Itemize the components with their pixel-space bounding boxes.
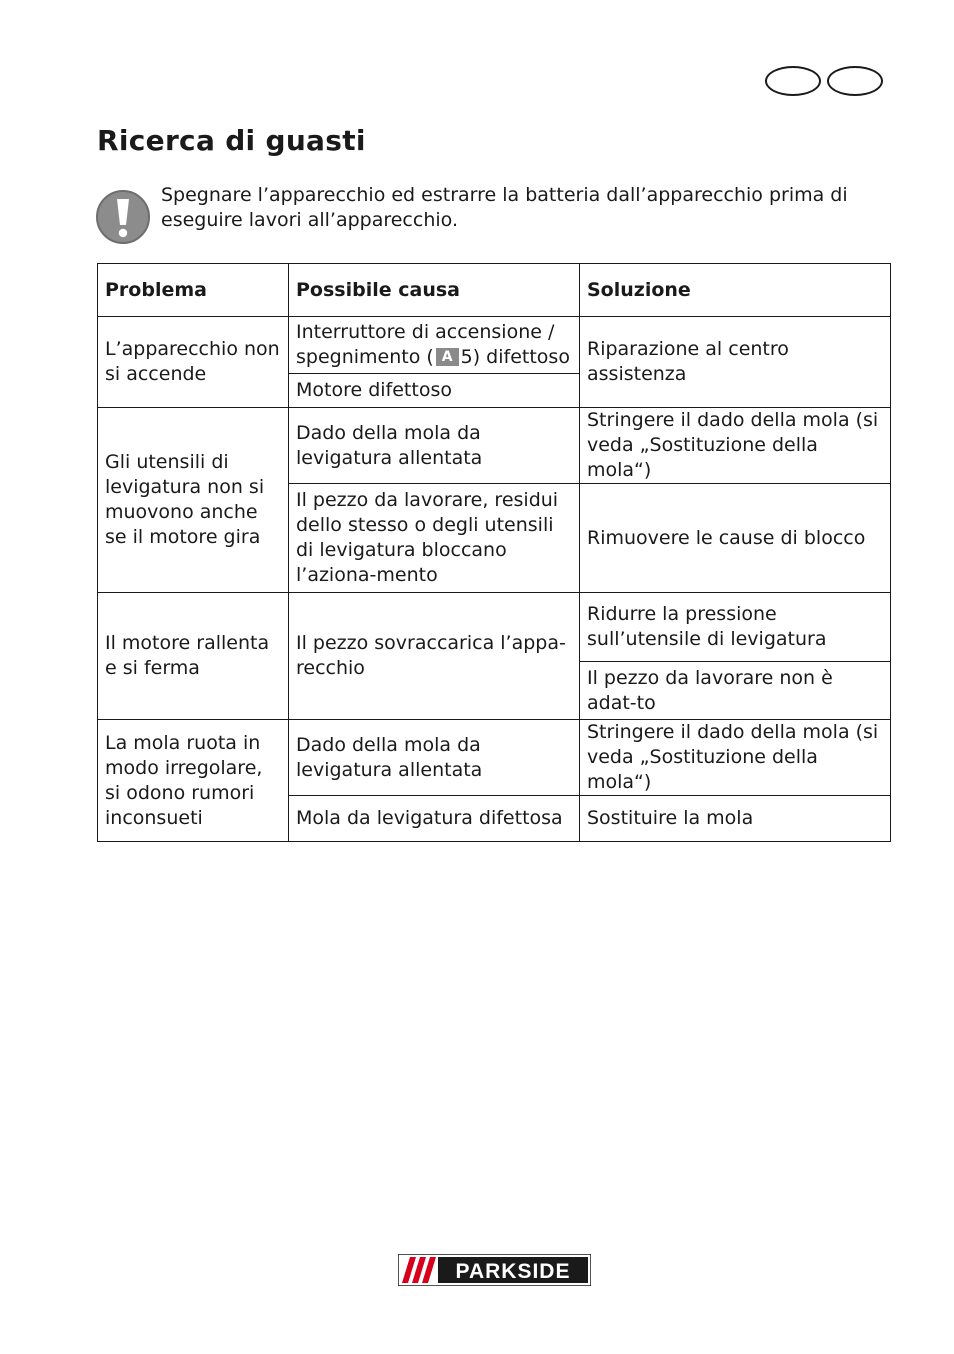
solution-cell: Il pezzo da lavorare non è adat-to bbox=[580, 662, 891, 720]
figure-reference-badge: A bbox=[436, 348, 459, 366]
cause-cell: Il pezzo da lavorare, residui dello stesso o degli utensili di levigatura bloccano l’aziona-mento bbox=[289, 484, 580, 593]
solution-cell: Stringere il dado della mola (si veda „Sostituzione della mola“) bbox=[580, 720, 891, 796]
cause-cell: Mola da levigatura difettosa bbox=[289, 796, 580, 842]
parkside-logo bbox=[398, 1254, 591, 1286]
cause-cell: Motore difettoso bbox=[289, 374, 580, 408]
table-row bbox=[98, 593, 891, 662]
table-row bbox=[98, 408, 891, 484]
cause-cell: Il pezzo sovraccarica l’appa-recchio bbox=[289, 593, 580, 720]
cause-cell: Dado della mola da levigatura allentata bbox=[289, 408, 580, 484]
header-cause: Possibile causa bbox=[289, 264, 580, 317]
table-header-row bbox=[98, 264, 891, 317]
solution-cell: Sostituire la mola bbox=[580, 796, 891, 842]
language-indicator bbox=[765, 66, 883, 96]
problem-cell: Il motore rallenta e si ferma bbox=[98, 593, 289, 720]
troubleshooting-table bbox=[97, 263, 891, 842]
cause-text: 5) difettoso bbox=[460, 346, 570, 368]
exclamation-circle-icon bbox=[95, 189, 151, 245]
table-row bbox=[98, 720, 891, 796]
cause-text: Interruttore di accensione / spegnimento ( bbox=[296, 321, 555, 368]
problem-cell: L’apparecchio non si accende bbox=[98, 317, 289, 408]
header-problem: Problema bbox=[98, 264, 289, 317]
solution-cell: Rimuovere le cause di blocco bbox=[580, 484, 891, 593]
language-oval-left bbox=[765, 66, 821, 96]
solution-cell: Riparazione al centro assistenza bbox=[580, 317, 891, 408]
table-row bbox=[98, 317, 891, 374]
cause-cell: Dado della mola da levigatura allentata bbox=[289, 720, 580, 796]
logo-text: PARKSIDE bbox=[455, 1260, 571, 1283]
cause-cell bbox=[289, 317, 580, 374]
problem-cell: La mola ruota in modo irregolare, si odono rumori inconsueti bbox=[98, 720, 289, 842]
warning-text: Spegnare l’apparecchio ed estrarre la batteria dall’apparecchio prima di eseguire lavori all’apparecchio. bbox=[161, 184, 848, 231]
problem-cell: Gli utensili di levigatura non si muovono anche se il motore gira bbox=[98, 408, 289, 593]
language-oval-right bbox=[827, 66, 883, 96]
solution-cell: Stringere il dado della mola (si veda „Sostituzione della mola“) bbox=[580, 408, 891, 484]
solution-cell: Ridurre la pressione sull’utensile di levigatura bbox=[580, 593, 891, 662]
page-title: Ricerca di guasti bbox=[97, 124, 366, 157]
header-solution: Soluzione bbox=[580, 264, 891, 317]
